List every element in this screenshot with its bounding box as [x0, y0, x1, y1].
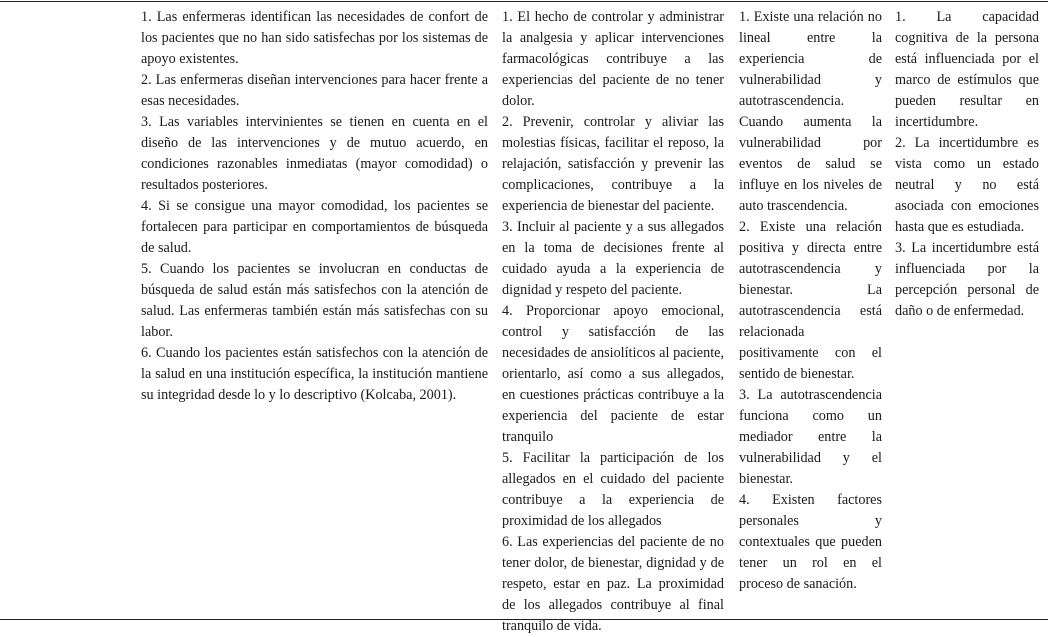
column-uncertainty-propositions: [895, 7, 1039, 322]
table-bottom-rule: [0, 619, 1048, 620]
proposition-item: 3. Las variables intervinientes se tienen en cuenta en el diseño de las intervenciones y de mutuo acuerdo, en condiciones razonables inmediatas (mayor comodidad) o resultados posteriores.: [141, 114, 488, 193]
proposition-item: 5. Facilitar la participación de los allegados en el cuidado del paciente contribuye a la experiencia de proximidad de los allegados: [502, 450, 724, 529]
proposition-item: 2. Prevenir, controlar y aliviar las molestias físicas, facilitar el reposo, la relajación, satisfacción y prevenir las complicaciones, contribuye a la experiencia de bienestar del paciente.: [502, 114, 724, 214]
proposition-item: 6. Las experiencias del paciente de no tener dolor, de bienestar, dignidad y de respeto, estar en paz. La proximidad de los allegados contribuye al final tranquilo de vida.: [502, 534, 724, 634]
proposition-item: 5. Cuando los pacientes se involucran en conductas de búsqueda de salud están más satisfechos con la atención de salud. Las enfermeras también están más satisfechas con su labor.: [141, 261, 488, 340]
proposition-item: 2. Existe una relación positiva y directa entre autotrascendencia y bienestar. La autotrascendencia está relacionada positivamente con el sentido de bienestar.: [739, 219, 882, 382]
column-peaceful-end-of-life-propositions: [502, 7, 724, 637]
proposition-item: 1. Las enfermeras identifican las necesidades de confort de los pacientes que no han sido satisfechas por los sistemas de apoyo existentes.: [141, 9, 488, 67]
column-comfort-propositions: [141, 7, 488, 406]
proposition-item: 1. La capacidad cognitiva de la persona está influenciada por el marco de estímulos que pueden resultar en incertidumbre.: [895, 9, 1039, 130]
column-self-transcendence-propositions: [739, 7, 882, 595]
proposition-item: 4. Proporcionar apoyo emocional, control y satisfacción de las necesidades de ansiolíticos al paciente, orientarlo, así como a sus allegados, en cuestiones prácticas contribuye a la experiencia del paciente de estar tranquilo: [502, 303, 724, 445]
proposition-item: 1. El hecho de controlar y administrar la analgesia y aplicar intervenciones farmacológicas contribuye a las experiencias del paciente de no tener dolor.: [502, 9, 724, 109]
proposition-item: 2. La incertidumbre es vista como un estado neutral y no está asociada con emociones hasta que es estudiada.: [895, 135, 1039, 235]
proposition-item: 4. Si se consigue una mayor comodidad, los pacientes se fortalecen para participar en comportamientos de búsqueda de salud.: [141, 198, 488, 256]
proposition-item: 1. Existe una relación no lineal entre la experiencia de vulnerabilidad y autotrascendencia. Cuando aumenta la vulnerabilidad por eventos de salud se influye en los niveles de auto trascendencia.: [739, 9, 882, 214]
proposition-item: 4. Existen factores personales y contextuales que pueden tener un rol en el proceso de sanación.: [739, 492, 882, 592]
proposition-item: 3. Incluir al paciente y a sus allegados en la toma de decisiones frente al cuidado ayuda a la experiencia de dignidad y respeto del paciente.: [502, 219, 724, 298]
proposition-item: 3. La autotrascendencia funciona como un mediador entre la vulnerabilidad y el bienestar.: [739, 387, 882, 487]
table-top-rule: [0, 1, 1048, 2]
proposition-item: 3. La incertidumbre está influenciada por la percepción personal de daño o de enfermedad.: [895, 240, 1039, 319]
proposition-item: 6. Cuando los pacientes están satisfechos con la atención de la salud en una institución específica, la institución mantiene su integridad desde lo y lo descriptivo (Kolcaba, 2001).: [141, 345, 488, 403]
proposition-item: 2. Las enfermeras diseñan intervenciones para hacer frente a esas necesidades.: [141, 72, 488, 109]
